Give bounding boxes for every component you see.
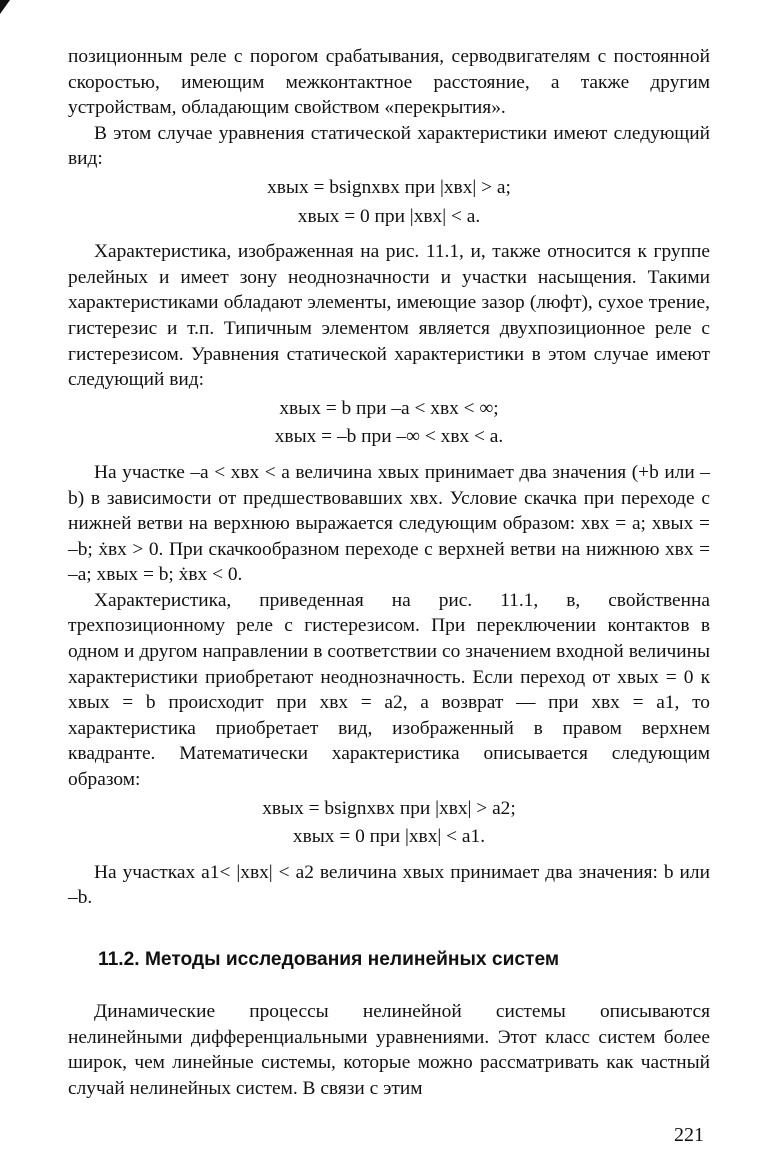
paragraph-three-position-relay: Характеристика, приведенная на рис. 11.1, в, свойственна трехпозиционному реле с гистерезисом. При переключении контактов в одном и другом направлении в соответствии со значением входной величины характеристики приобретают неоднозначность. Если переход от xвых = 0 к xвых = b происходит при xвх = a2, а возврат — при xвх = a1, то характеристика приобретает вид, изображенный в правом верхнем квадранте. Математически характеристика описывается следующим образом: — [68, 589, 710, 791]
equation-2b: xвых = –b при –∞ < xвх < a. — [274, 426, 504, 448]
page-body — [68, 44, 710, 1101]
page-number: 221 — [674, 1124, 704, 1146]
paragraph-equations-intro: В этом случае уравнения статической характеристики имеют следующий вид: — [68, 122, 710, 170]
equation-2a: xвых = b при –a < xвх < ∞; — [279, 397, 499, 419]
page-corner-mark — [0, 0, 10, 14]
equation-1b: xвых = 0 при |xвх| < a. — [297, 205, 481, 227]
paragraph-hysteresis-relay: Характеристика, изображенная на рис. 11.1, и, также относится к группе релейных и имеет зону неоднозначности и участки насыщения. Такими характеристиками обладают элементы, имеющие зазор (люфт), сухое трение, гистерезис и т.п. Типичным элементом является двухпозиционное реле с гистерезисом. Уравнения статической характеристики в этом случае имеют следующий вид: — [68, 241, 710, 391]
section-heading: 11.2. Методы исследования нелинейных систем — [98, 949, 560, 970]
equation-3a: xвых = bsignxвх при |xвх| > a2; — [262, 797, 516, 819]
equation-1a: xвых = bsignxвх при |xвх| > a; — [267, 176, 511, 198]
paragraph-continued: позиционным реле с порогом срабатывания, серводвигателям с постоянной скоростью, имеющим межконтактное расстояние, а также другим устройствам, обладающим свойством «перекрытия». — [68, 46, 710, 119]
paragraph-ambiguity-zone: На участке –a < xвх < a величина xвых принимает два значения (+b или –b) в зависимости от предшествовавших xвх. Условие скачка при переходе с нижней ветви на верхнюю выражается следующим образом: xвх = a; xвых = –b; ẋвх > 0. При скачкообразном переходе с верхней ветви на нижнюю xвх = –a; xвых = b; ẋвх < 0. — [68, 461, 710, 586]
paragraph-two-values: На участках a1< |xвх| < a2 величина xвых принимает два значения: b или –b. — [68, 861, 710, 909]
paragraph-dynamic-processes: Динамические процессы нелинейной системы описываются нелинейными дифференциальными уравнениями. Этот класс систем более широк, чем линейные системы, которые можно рассматривать как частный случай нелинейных систем. В связи с этим — [68, 1001, 710, 1099]
equation-3b: xвых = 0 при |xвх| < a1. — [292, 826, 486, 848]
